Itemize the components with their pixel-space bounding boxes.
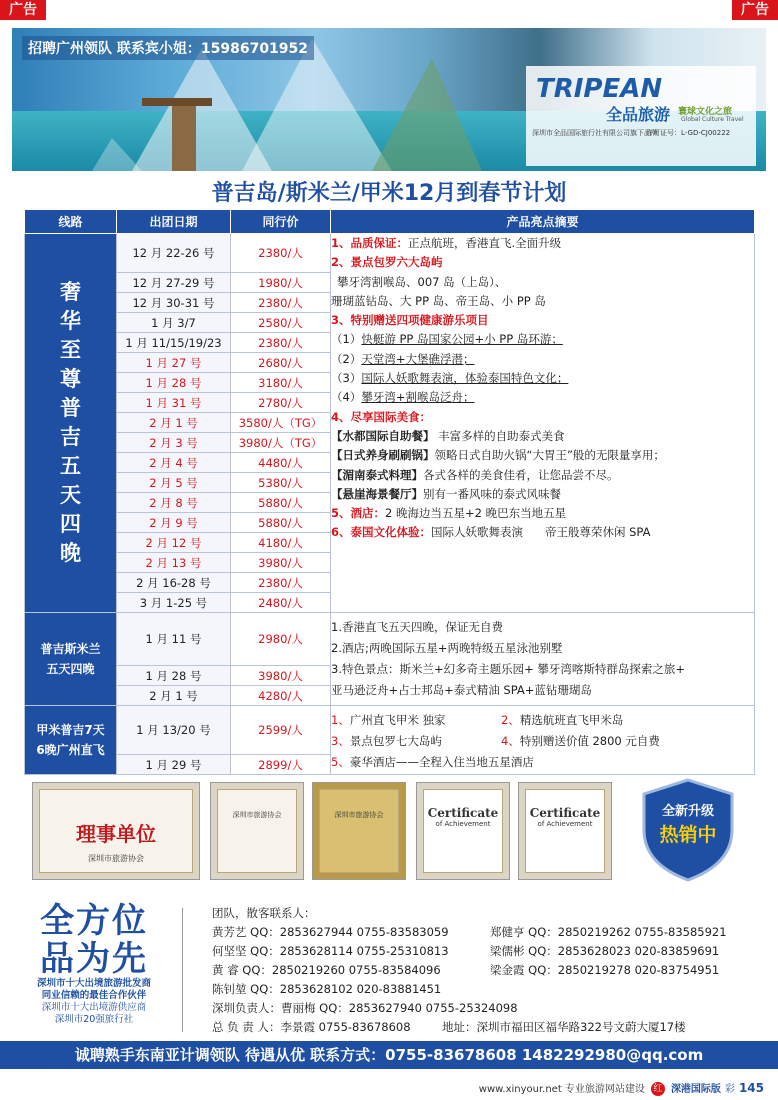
certificate-2 — [210, 782, 304, 880]
hl-num: 1、 — [331, 713, 350, 727]
page-title: 普吉岛/斯米兰/甲米12月到春节计划 — [211, 181, 567, 206]
page-footer — [479, 1080, 764, 1096]
price-cell: 5880/人 — [231, 493, 331, 513]
route-krabi: 甲米普吉7天6晚广州直飞 — [25, 706, 117, 775]
banner-image — [12, 28, 766, 171]
food-name: 【湄南泰式料理】 — [331, 467, 423, 482]
hl-text: 1.香港直飞五天四晚，保证无自费 — [331, 620, 503, 634]
recruit-text: 招聘广州领队 联系宾小姐：15986701952 — [22, 36, 314, 60]
global-culture-logo: 寰球文化之旅 — [678, 107, 733, 117]
contact-row — [212, 980, 772, 999]
hl-text: 亚马逊泛舟+占士邦岛+泰式精油 SPA+蓝钻珊瑚岛 — [331, 683, 592, 697]
company-line: 深圳市全品国际旅行社有限公司旗下品牌 — [532, 129, 658, 137]
hl-text: 3.特色景点：斯米兰+幻多奇主题乐园+ 攀牙湾喀斯特群岛探索之旅+ — [331, 662, 686, 676]
hl-text: 广州直飞甲米 独家 — [349, 713, 446, 727]
certificates-row — [24, 778, 754, 880]
price-cell: 1980/人 — [231, 273, 331, 293]
contact-entry: 黄芳艺 QQ：2853627944 0755-83583059 — [212, 925, 449, 939]
slogan-sub: 深圳市20强旅行社 — [54, 1014, 134, 1025]
hl-text: 天堂湾+大堡礁浮潜； — [361, 351, 475, 366]
price-cell: 5880/人 — [231, 513, 331, 533]
price-cell: 4280/人 — [231, 686, 331, 706]
table-header — [25, 210, 755, 234]
hl-num: （3） — [331, 371, 362, 386]
highlights-similan — [331, 613, 755, 706]
date-cell: 2 月 12 号 — [117, 533, 231, 553]
global-culture-en: Global Culture Travel — [681, 116, 744, 123]
hl-text: 别有一番风味的泰式风味餐 — [423, 486, 561, 501]
price-cell: 2680/人 — [231, 353, 331, 373]
date-cell: 1 月 3/7 — [117, 313, 231, 333]
ad-tag-right: 广告 — [732, 0, 778, 20]
date-cell: 1 月 27 号 — [117, 353, 231, 373]
date-cell: 2 月 9 号 — [117, 513, 231, 533]
magazine-name: 深港国际版 — [670, 1084, 721, 1095]
hl-title: 1、品质保证： — [331, 236, 409, 250]
header-route: 线路 — [25, 210, 117, 234]
highlights-luxury-phuket — [331, 234, 755, 613]
price-cell: 2980/人 — [231, 613, 331, 666]
header-highlights: 产品亮点摘要 — [331, 210, 755, 234]
food-name: 【悬崖海景餐厅】 — [331, 486, 423, 501]
date-cell: 1 月 13/20 号 — [117, 706, 231, 755]
price-cell: 2480/人 — [231, 593, 331, 613]
cert-title: 深圳市旅游协会 — [334, 811, 384, 819]
date-cell: 1 月 11/15/19/23 — [117, 333, 231, 353]
contact-entry: 郑健亨 QQ：2850219262 0755-83585921 — [490, 925, 727, 939]
price-cell: 2380/人 — [231, 333, 331, 353]
gm-row — [212, 1018, 772, 1037]
hl-text: 攀牙湾割喉岛、007 岛（上岛）、 — [337, 274, 507, 289]
site-credit: www.xinyour.net 专业旅游网站建设 — [478, 1084, 645, 1095]
price-cell: 2599/人 — [231, 706, 331, 755]
contact-row — [212, 961, 772, 980]
food-name: 【日式养身刷刷锅】 — [331, 448, 435, 463]
logo-cn-name: 全品旅游 — [606, 105, 671, 124]
hl-title: 3、特别赠送四项健康游乐项目 — [331, 313, 489, 328]
route-luxury-phuket: 奢华至尊普吉五天四晚 — [25, 234, 117, 613]
hl-text: 各式各样的美食佳肴，让您品尝不尽。 — [423, 467, 619, 482]
date-cell: 2 月 4 号 — [117, 453, 231, 473]
date-cell: 2 月 1 号 — [117, 413, 231, 433]
slogan-line-2: 品为先 — [40, 939, 148, 979]
date-cell: 1 月 11 号 — [117, 613, 231, 666]
date-cell: 2 月 3 号 — [117, 433, 231, 453]
hl-text: 正点航班，香港直飞.全面升级 — [408, 236, 562, 250]
date-cell: 2 月 16-28 号 — [117, 573, 231, 593]
hl-num: 2、 — [501, 713, 520, 727]
date-cell: 12 月 22-26 号 — [117, 234, 231, 273]
date-cell: 2 月 5 号 — [117, 473, 231, 493]
hl-title: 5、酒店： — [331, 506, 386, 521]
general-manager: 总 负 责 人：李景霞 0755-83678608 — [212, 1020, 411, 1034]
date-cell: 3 月 1-25 号 — [117, 593, 231, 613]
price-cell: 2580/人 — [231, 313, 331, 333]
date-cell: 1 月 28 号 — [117, 373, 231, 393]
recruit-footer-bar: 诚聘熟手东南亚计调领队 待遇从优 联系方式：0755-83678608 1482292980@qq.com — [0, 1041, 778, 1069]
shield-text-1: 全新升级 — [661, 804, 714, 819]
slogan-line-1: 全方位 — [40, 901, 148, 941]
price-cell: 3980/人 — [231, 666, 331, 686]
cert-sub: of Achievement — [537, 820, 593, 828]
upgrade-shield-badge — [638, 778, 738, 882]
date-cell: 12 月 27-29 号 — [117, 273, 231, 293]
page-number: 145 — [738, 1081, 764, 1095]
hl-num: 5、 — [331, 755, 350, 769]
certificate-council — [32, 782, 200, 880]
tripean-logo: TRIPEAN — [536, 74, 663, 104]
contacts-heading: 团队，散客联系人： — [212, 906, 316, 920]
table-row — [25, 613, 755, 666]
hl-num: 3、 — [331, 734, 350, 748]
hl-text: 丰富多样的自助泰式美食 — [438, 428, 565, 443]
hl-text: 2.酒店;两晚国际五星+两晚特级五星泳池别墅 — [331, 641, 563, 655]
food-name: 【水都国际自助餐】 — [331, 428, 435, 443]
contact-entry: 何坚坚 QQ：2853628114 0755-25310813 — [212, 944, 449, 958]
contact-entry: 黄 睿 QQ：2850219260 0755-83584096 — [212, 963, 441, 977]
hl-text: 攀牙湾+割喉岛泛舟； — [361, 390, 475, 405]
cert-title: 理事单位 — [76, 822, 156, 846]
hl-num: 4、 — [501, 734, 520, 748]
slogan-sub: 深圳市十大出境旅游批发商 — [36, 978, 151, 989]
price-cell: 3980/人 — [231, 553, 331, 573]
red-circle-icon: 红 — [651, 1082, 665, 1096]
slogan-sub: 深圳市十大出境游供应商 — [41, 1002, 147, 1013]
shield-text-2: 热销中 — [659, 824, 717, 846]
ad-tag-left: 广告 — [0, 0, 46, 20]
hl-title: 6、泰国文化体验： — [331, 525, 432, 540]
contact-entry: 梁金霞 QQ：2850219278 020-83754951 — [490, 963, 720, 977]
price-cell: 4480/人 — [231, 453, 331, 473]
contact-entry: 梁儒彬 QQ：2853628023 020-83859691 — [490, 944, 720, 958]
date-cell: 2 月 8 号 — [117, 493, 231, 513]
price-cell: 3980/人（TG） — [231, 433, 331, 453]
cert-title: Certificate — [427, 806, 499, 820]
hl-text: 快艇游 PP 岛国家公园+小 PP 岛环游； — [361, 332, 563, 347]
contacts-list — [212, 904, 772, 1037]
date-cell: 12 月 30-31 号 — [117, 293, 231, 313]
price-cell: 2380/人 — [231, 293, 331, 313]
hl-text: 景点包罗七大岛屿 — [349, 734, 442, 748]
contact-section — [0, 896, 778, 1036]
hl-text: 国际人妖歌舞表演 帝王般尊荣休闲 SPA — [431, 525, 651, 540]
logo-area — [526, 66, 756, 166]
hl-text: 特别赠送价值 2800 元自费 — [519, 734, 660, 748]
cert-sub: 深圳市旅游协会 — [88, 854, 144, 863]
hl-text: 国际人妖歌舞表演，体验泰国特色文化； — [361, 371, 569, 386]
date-cell: 1 月 28 号 — [117, 666, 231, 686]
price-cell: 4180/人 — [231, 533, 331, 553]
contact-row — [212, 923, 772, 942]
price-cell: 5380/人 — [231, 473, 331, 493]
certificate-achievement-1 — [416, 782, 510, 880]
itinerary-table — [24, 209, 755, 775]
hl-text: 领略日式自助火锅“大胃王”般的无限量享用； — [434, 448, 665, 463]
hl-text: 豪华酒店——全程入住当地五星酒店 — [349, 755, 534, 769]
hl-num: （4） — [331, 390, 362, 405]
hl-text: 精选航班直飞甲米岛 — [519, 713, 624, 727]
route-similan: 普吉斯米兰五天四晚 — [25, 613, 117, 706]
table-row — [25, 234, 755, 273]
table-row — [25, 706, 755, 755]
date-cell: 1 月 29 号 — [117, 755, 231, 775]
hl-text: 2 晚海边当五星+2 晚巴东当地五星 — [385, 506, 567, 521]
shenzhen-manager: 深圳负责人：曹丽梅 QQ：2853627940 0755-25324098 — [212, 1001, 518, 1015]
cert-title: Certificate — [529, 806, 601, 820]
certificate-3 — [312, 782, 406, 880]
slogan-block — [24, 902, 164, 1026]
contact-entry: 陈钊堃 QQ：2853628102 020-83881451 — [212, 982, 442, 996]
divider — [182, 908, 183, 1032]
price-cell: 2899/人 — [231, 755, 331, 775]
date-cell: 2 月 1 号 — [117, 686, 231, 706]
cert-title: 深圳市旅游协会 — [232, 811, 282, 819]
contact-row — [212, 942, 772, 961]
hl-num: （2） — [331, 351, 362, 366]
certificate-achievement-2 — [518, 782, 612, 880]
address: 地址：深圳市福田区福华路322号文蔚大厦17楼 — [442, 1020, 686, 1034]
price-cell: 3580/人（TG） — [231, 413, 331, 433]
color-label: 彩 — [724, 1084, 735, 1095]
price-cell: 3180/人 — [231, 373, 331, 393]
license-number: 许可证号：L-GD-CJ00222 — [646, 129, 731, 137]
highlights-krabi — [331, 706, 755, 775]
price-cell: 2780/人 — [231, 393, 331, 413]
hl-text: 珊瑚蓝钻岛、大 PP 岛、帝王岛、小 PP 岛 — [331, 293, 546, 308]
hl-num: （1） — [331, 332, 362, 347]
header-price: 同行价 — [231, 210, 331, 234]
date-cell: 1 月 31 号 — [117, 393, 231, 413]
hl-title: 4、尽享国际美食： — [331, 409, 432, 424]
cert-sub: of Achievement — [435, 820, 491, 828]
price-cell: 2380/人 — [231, 573, 331, 593]
header-date: 出团日期 — [117, 210, 231, 234]
slogan-sub: 同业信赖的最佳合作伙伴 — [41, 990, 147, 1001]
date-cell: 2 月 13 号 — [117, 553, 231, 573]
hl-title: 2、景点包罗六大岛屿 — [331, 255, 443, 270]
price-cell: 2380/人 — [231, 234, 331, 273]
